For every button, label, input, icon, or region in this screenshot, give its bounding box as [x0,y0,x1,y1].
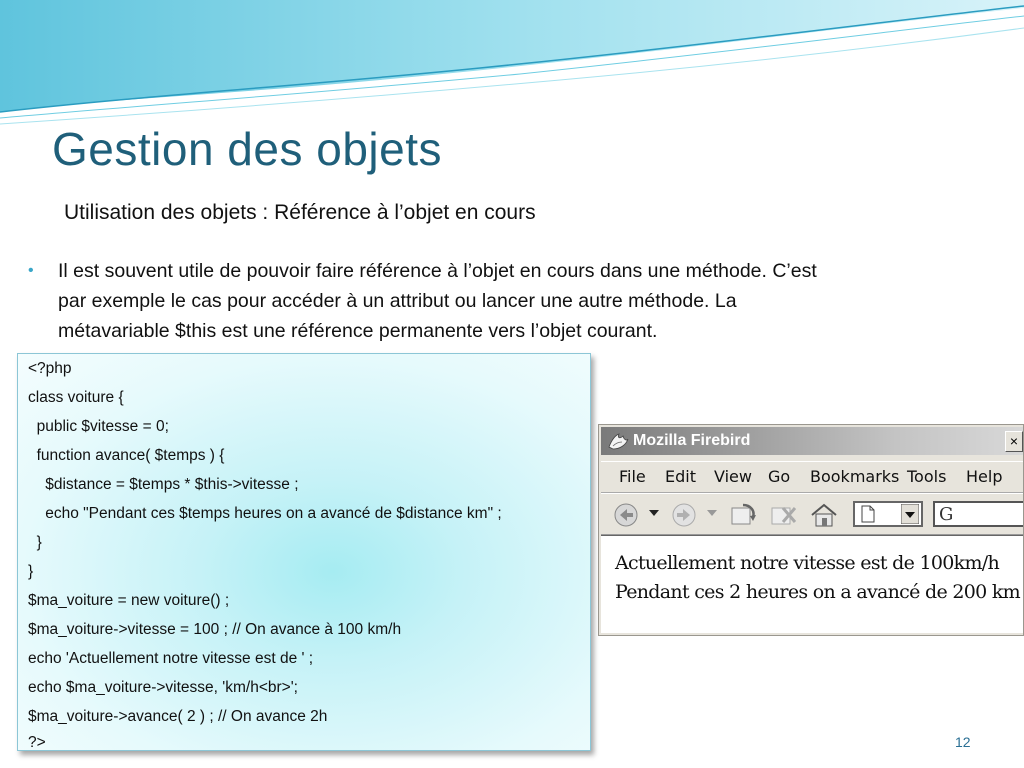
output-line-2: Pendant ces 2 heures on a avancé de 200 km [615,581,1020,603]
close-button[interactable]: × [1005,431,1023,452]
code-line: echo "Pendant ces $temps heures on a avancé de $distance km" ; [28,505,502,522]
page-proxy-dropdown[interactable] [853,501,923,527]
code-line: ?> [28,734,46,751]
code-line: } [28,534,42,551]
forward-arrow-icon[interactable] [671,502,699,528]
firebird-logo-icon [607,431,629,451]
code-line: echo 'Actuellement notre vitesse est de ' ; [28,650,314,667]
browser-content [601,535,1023,633]
code-listing [17,353,591,751]
code-line: public $vitesse = 0; [28,418,169,435]
code-line: class voiture { [28,389,124,406]
bullet-point [28,256,988,346]
reload-icon[interactable] [729,502,759,528]
code-line: } [28,563,34,580]
menu-view[interactable]: View [714,467,752,486]
address-field-text: G [939,504,954,525]
menu-bookmarks[interactable]: Bookmarks [810,467,900,486]
bullet-marker: • [28,262,34,279]
code-line: function avance( $temps ) { [28,447,225,464]
menu-tools[interactable]: Tools [907,467,947,486]
code-line: $ma_voiture = new voiture() ; [28,592,230,609]
menu-file[interactable]: File [619,467,646,486]
page-number: 12 [955,734,971,750]
forward-dropdown-icon[interactable] [707,510,717,518]
code-line: $distance = $temps * $this->vitesse ; [28,476,299,493]
slide-subtitle: Utilisation des objets : Référence à l’objet en cours [64,201,536,224]
browser-titlebar [601,427,1023,455]
browser-window-title: Mozilla Firebird [633,432,751,449]
browser-menubar [601,461,1023,493]
menu-help[interactable]: Help [966,467,1003,486]
home-icon[interactable] [809,502,839,528]
menu-go[interactable]: Go [768,467,791,486]
browser-toolbar [601,493,1023,535]
output-line-1: Actuellement notre vitesse est de 100km/h [615,552,1000,574]
code-line: <?php [28,360,72,377]
slide-title: Gestion des objets [52,123,443,175]
chevron-down-icon[interactable] [901,504,919,524]
bullet-line-2: par exemple le cas pour accéder à un attribut ou lancer une autre méthode. La [58,290,737,312]
code-line: $ma_voiture->avance( 2 ) ; // On avance 2h [28,708,328,725]
bullet-line-3: métavariable $this est une référence permanente vers l’objet courant. [58,320,658,342]
code-line: $ma_voiture->vitesse = 100 ; // On avance à 100 km/h [28,621,402,638]
code-line: echo $ma_voiture->vitesse, 'km/h<br>'; [28,679,298,696]
menu-edit[interactable]: Edit [665,467,696,486]
back-arrow-icon[interactable] [613,502,641,528]
header-wave-decoration [0,0,1024,130]
address-field[interactable] [933,501,1024,527]
back-dropdown-icon[interactable] [649,510,659,518]
browser-window [598,424,1024,636]
stop-icon[interactable] [769,502,799,528]
document-icon [861,505,875,523]
bullet-line-1: Il est souvent utile de pouvoir faire référence à l’objet en cours dans une méthode. C’est [58,260,817,282]
